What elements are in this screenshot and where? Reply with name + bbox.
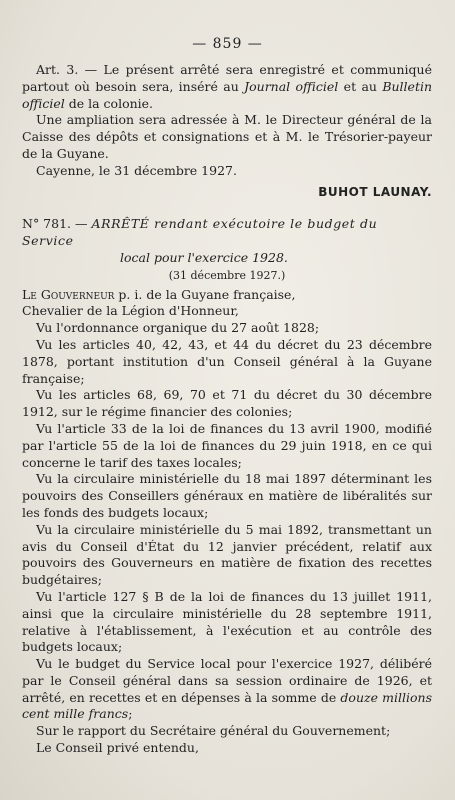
gouverneur-title: Le Gouverneur xyxy=(22,286,115,302)
page-number: — 859 — xyxy=(192,36,263,52)
vu-budget-end: ; xyxy=(128,706,133,722)
bulletin-officiel-ref: Bulletin officiel xyxy=(22,78,433,111)
signature: BUHOT LAUNAY. xyxy=(318,184,432,199)
arrete-subject-line2: local pour l'exercice 1928. xyxy=(120,249,288,265)
arrete-title xyxy=(22,216,432,250)
page-content xyxy=(22,62,432,757)
arrete-date: (31 décembre 1927.) xyxy=(168,268,286,282)
vu-circulaire-1892: Vu la circulaire ministérielle du 5 mai 1892, transmettant un avis du Conseil d'État du 12 janvier précédent, relatif aux pouvoirs des Gouverneurs en matière de fixation des recettes budgétaires; xyxy=(22,521,432,588)
vu-article-127: Vu l'article 127 § B de la loi de finances du 13 juillet 1911, ainsi que la circulaire ministérielle du 28 septembre 1911, relative à l'établissement, à l'exécution et au contrôle des budgets locaux; xyxy=(22,588,432,655)
arrete-subject: rendant exécutoire le budget du Service xyxy=(22,216,378,249)
place-date: Cayenne, le 31 décembre 1927. xyxy=(36,162,237,178)
journal-officiel-ref: Journal officiel xyxy=(244,78,339,94)
arrete-number: N° 781. — xyxy=(22,216,92,232)
gouverneur-rest: p. i. de la Guyane française, xyxy=(114,286,296,302)
gouverneur-line xyxy=(22,287,432,304)
vu-budget-text: Vu le budget du Service local pour l'exercice 1927, délibéré par le Conseil général dans sa session ordinaire de 1926, et arrêté, en recettes et en dépenses à la somme de xyxy=(22,656,432,705)
ampliation-paragraph: Une ampliation sera adressée à M. le Directeur général de la Caisse des dépôts et consignations et à M. le Trésorier-payeur de la Guyane. xyxy=(22,112,432,161)
conseil-prive: Le Conseil privé entendu, xyxy=(36,740,199,756)
vu-article-33: Vu l'article 33 de la loi de finances du 13 avril 1900, modifié par l'article 55 de la loi de finances du 29 juin 1918, en ce qui concerne le tarif des taxes locales; xyxy=(22,420,432,470)
budget-amount: douze millions cent mille francs xyxy=(22,689,433,722)
chevalier-line: Chevalier de la Légion d'Honneur, xyxy=(22,303,239,319)
vu-ordonnance: Vu l'ordonnance organique du 27 août 1828; xyxy=(36,320,320,336)
vu-articles-1912: Vu les articles 68, 69, 70 et 71 du décret du 30 décembre 1912, sur le régime financier des colonies; xyxy=(22,387,432,420)
article-3-paragraph xyxy=(22,62,432,112)
vu-budget-1927 xyxy=(22,656,432,723)
article-3-text: Art. 3. — Le présent arrêté sera enregistré et communiqué partout où besoin sera, inséré au xyxy=(22,62,432,94)
article-3-and: et au xyxy=(338,78,383,94)
arrete-heading: ARRÊTÉ xyxy=(91,216,150,232)
vu-circulaire-1897: Vu la circulaire ministérielle du 18 mai 1897 déterminant les pouvoirs des Conseillers généraux en matière de libéralités sur les fonds des budgets locaux; xyxy=(22,471,432,520)
article-3-end: de la colonie. xyxy=(64,95,154,111)
vu-articles-1878: Vu les articles 40, 42, 43, et 44 du décret du 23 décembre 1878, portant institution d'un Conseil général à la Guyane française; xyxy=(22,336,432,386)
sur-rapport: Sur le rapport du Secrétaire général du Gouvernement; xyxy=(36,723,391,739)
